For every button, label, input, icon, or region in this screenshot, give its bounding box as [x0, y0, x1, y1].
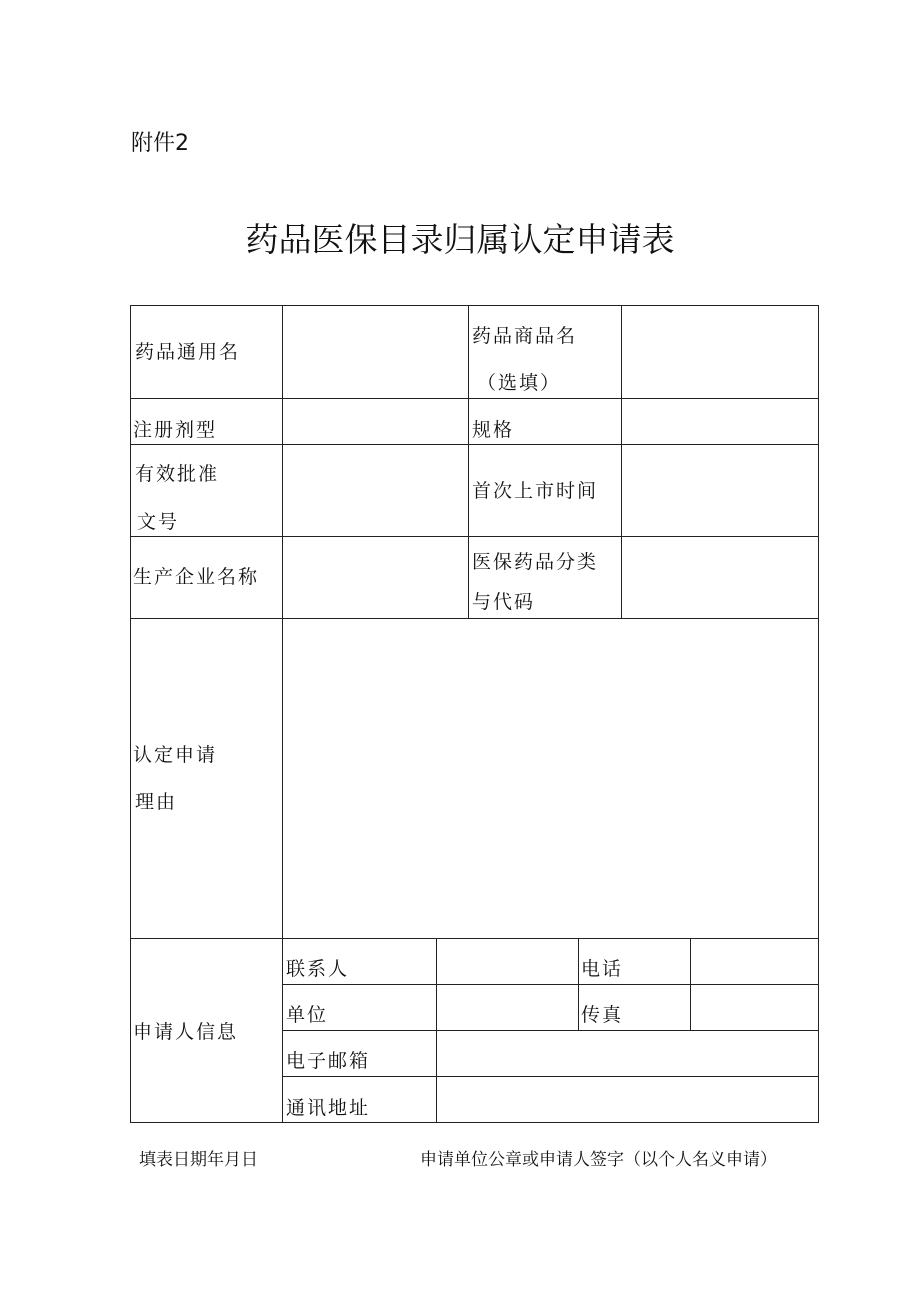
- phone-field[interactable]: [691, 939, 818, 984]
- fax-field[interactable]: [691, 985, 818, 1030]
- reason-label: 认定申请: [133, 744, 218, 766]
- generic-name-label: 药品通用名: [135, 341, 241, 363]
- generic-name-field[interactable]: [283, 307, 468, 398]
- page-title: 药品医保目录归属认定申请表: [245, 220, 675, 259]
- category-code-field[interactable]: [622, 537, 818, 618]
- email-field[interactable]: [437, 1031, 818, 1076]
- column-divider: [578, 938, 579, 1030]
- attachment-label: 附件2: [131, 131, 189, 156]
- organization-field[interactable]: [437, 985, 578, 1030]
- signature-label: 申请单位公章或申请人签字（以个人名义申请）: [420, 1150, 777, 1170]
- fax-label: 传真: [581, 1004, 624, 1026]
- specification-field[interactable]: [622, 399, 818, 444]
- trade-name-optional-note: （选填）: [477, 372, 562, 394]
- manufacturer-label: 生产企业名称: [133, 566, 260, 588]
- first-market-time-label: 首次上市时间: [472, 480, 599, 502]
- contact-person-label: 联系人: [286, 958, 350, 980]
- contact-person-field[interactable]: [437, 939, 578, 984]
- category-code-label-line2: 与代码: [472, 591, 536, 613]
- organization-label: 单位: [286, 1004, 329, 1026]
- specification-label: 规格: [472, 419, 515, 441]
- trade-name-label: 药品商品名: [472, 325, 578, 347]
- manufacturer-field[interactable]: [283, 537, 468, 618]
- fill-date-label: 填表日期年月日: [139, 1150, 258, 1170]
- approval-number-label: 有效批准: [135, 463, 220, 485]
- dosage-form-field[interactable]: [283, 399, 468, 444]
- dosage-form-label: 注册剂型: [133, 419, 218, 441]
- first-market-time-field[interactable]: [622, 445, 818, 536]
- trade-name-field[interactable]: [622, 307, 818, 398]
- approval-number-field[interactable]: [283, 445, 468, 536]
- email-label: 电子邮箱: [286, 1050, 371, 1072]
- address-label: 通讯地址: [286, 1097, 371, 1119]
- reason-label-line2: 理由: [135, 791, 178, 813]
- phone-label: 电话: [581, 958, 624, 980]
- approval-number-label-line2: 文号: [137, 511, 180, 533]
- address-field[interactable]: [437, 1077, 818, 1123]
- category-code-label: 医保药品分类: [472, 551, 599, 573]
- application-form: [130, 305, 819, 1123]
- column-divider: [468, 306, 469, 618]
- reason-field[interactable]: [283, 619, 818, 938]
- applicant-info-label: 申请人信息: [133, 1021, 239, 1043]
